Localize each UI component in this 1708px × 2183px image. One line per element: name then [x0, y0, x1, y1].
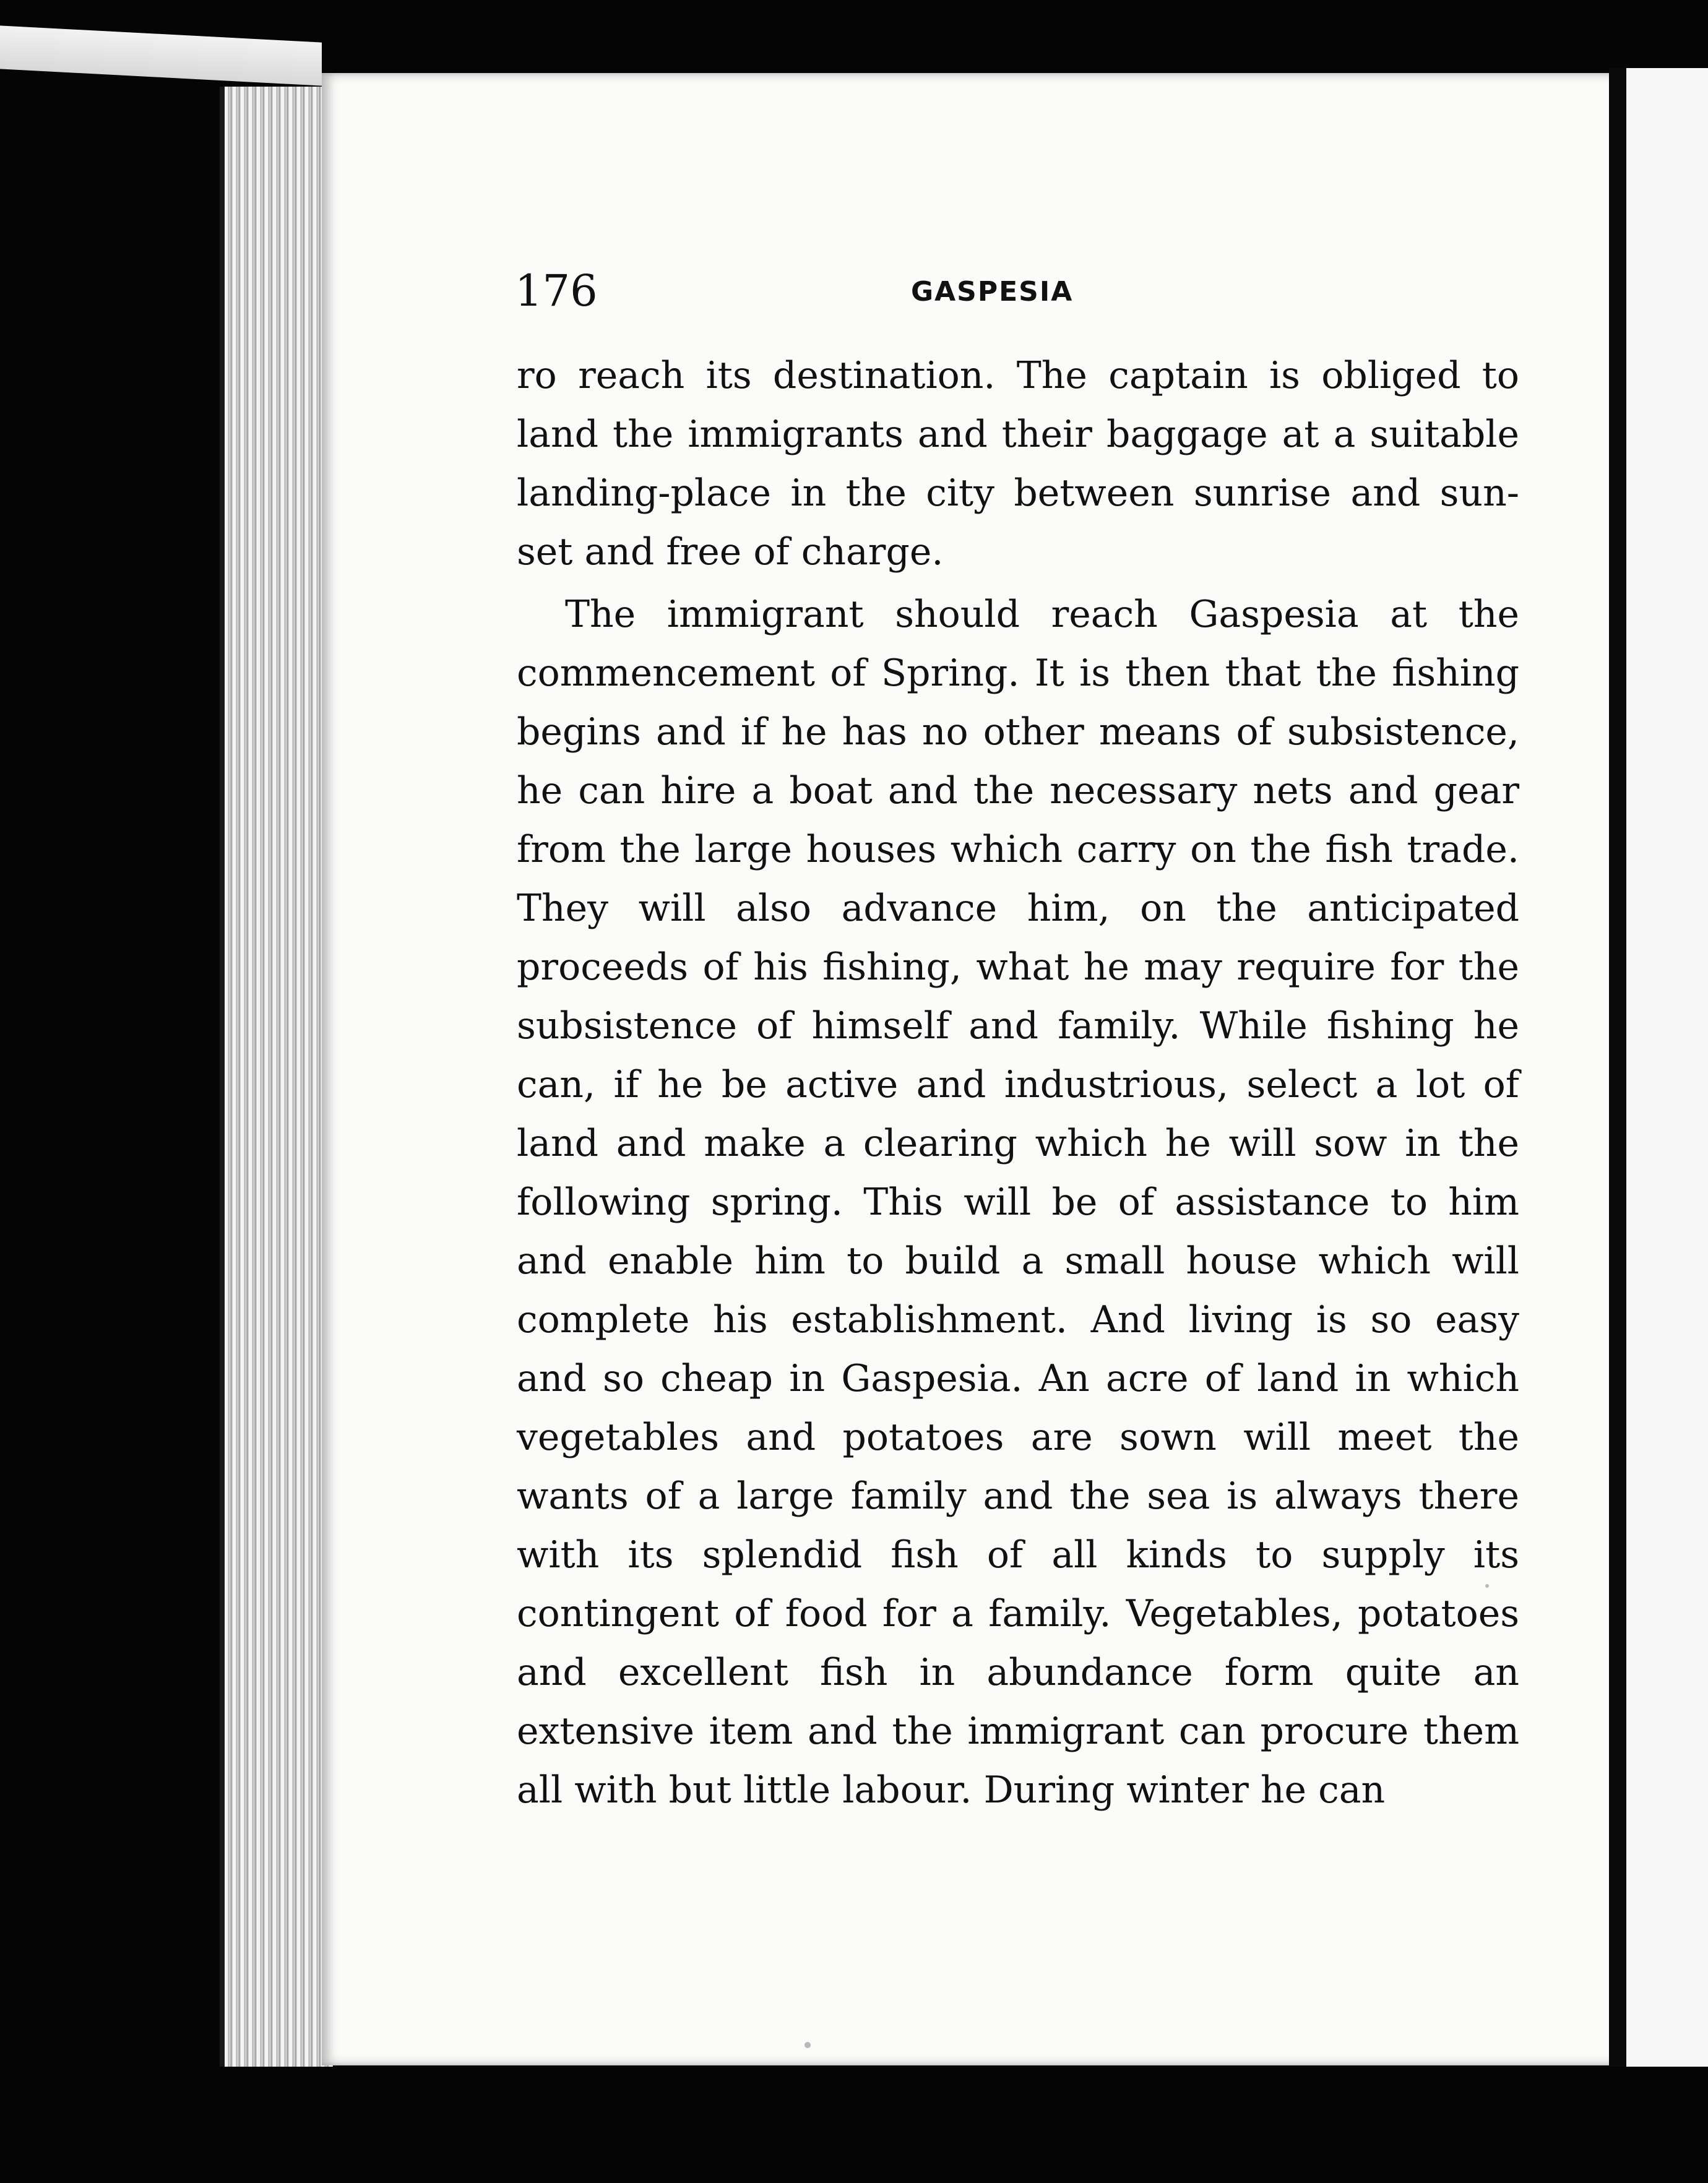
- running-head: [515, 260, 1517, 322]
- body-text: [517, 347, 1519, 1820]
- page-edges: [220, 87, 333, 2067]
- gutter: [1609, 68, 1626, 2067]
- paragraph: ro reach its destination. The captain is obliged to land the immigrants and their baggage at a suitable landing-place in the city between sunrise and sun-set and free of charge.: [517, 354, 1519, 574]
- paragraph: The immigrant should reach Gaspesia at the commencement of Spring. It is then that the fishing begins and if he has no other means of subsistence, he can hire a boat and the necessary nets and gear from the large houses which carry on the fish trade. They will also advance him, on the anticipated proceeds of his fishing, what he may require for the subsistence of himself and family. While fishing he can, if he be active and industrious, select a lot of land and make a clearing which he will sow in the following spring. This will be of assistance to him and enable him to build a small house which will complete his establishment. And living is so easy and so cheap in Gaspesia. An acre of land in which vegetables and potatoes are sown will meet the wants of a large family and the sea is always there with its splendid fish of all kinds to supply its contingent of food for a family. Vegetables, potatoes and excellent fish in abundance form quite an extensive item and the immigrant can procure them all with but little labour. During winter he can: [517, 593, 1519, 1812]
- running-title: GASPESIA: [911, 276, 1074, 308]
- page-number: 176: [515, 265, 598, 316]
- page-flap: [0, 25, 322, 85]
- paper-speck: [804, 2042, 811, 2048]
- facing-page: [1626, 68, 1708, 2067]
